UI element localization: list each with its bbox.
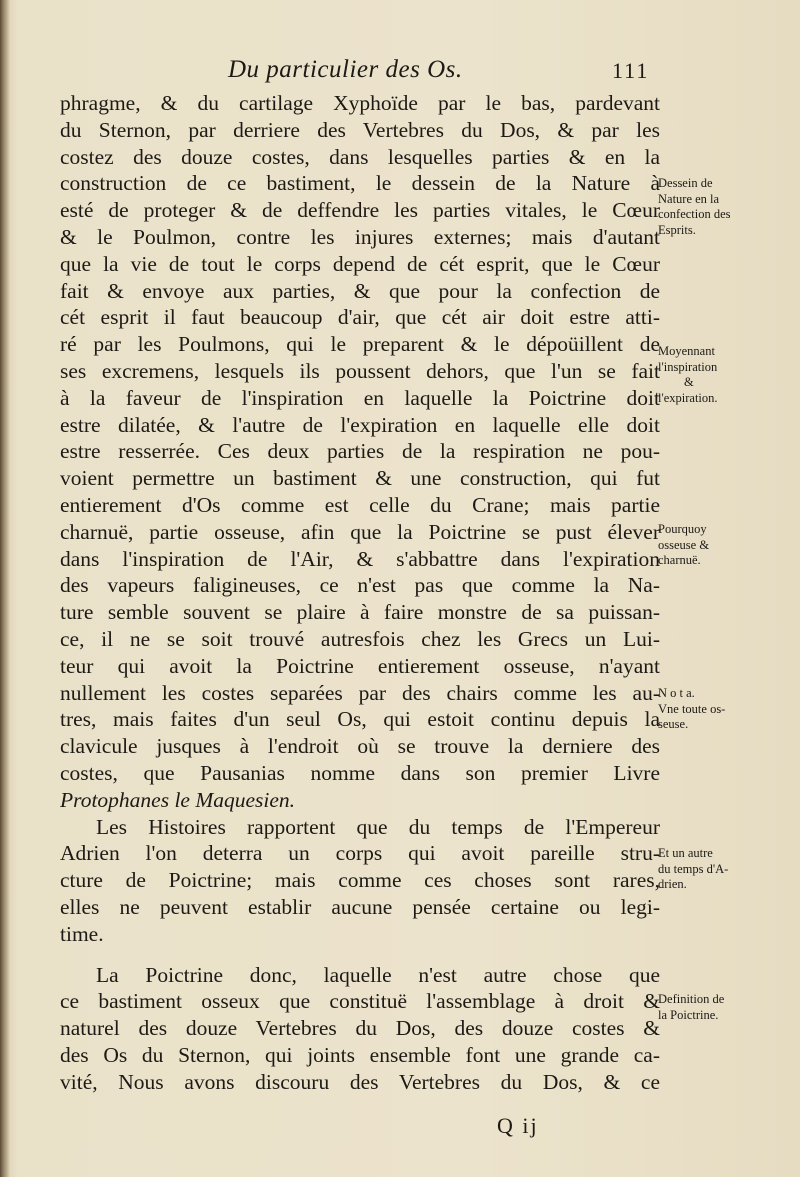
page-number: 111	[612, 58, 650, 83]
margin-note-line: Definition de	[658, 992, 725, 1006]
margin-note-line: confection des	[658, 207, 731, 221]
margin-note-line: Moyennant	[658, 344, 715, 358]
text-line: estre dilatée, & l'autre de l'expiration en laquelle elle doit	[60, 412, 660, 437]
text-line: La Poictrine donc, laquelle n'est autre chose que	[96, 962, 660, 987]
text-line: des Os du Sternon, qui joints ensemble font une grande ca-	[60, 1042, 660, 1067]
text-line: nullement les costes separées par des chairs comme les au-	[60, 680, 660, 705]
margin-note-line: seuse.	[658, 717, 689, 731]
text-line: clavicule jusques à l'endroit où se trouve la derniere des	[60, 734, 660, 759]
text-line: dans l'inspiration de l'Air, & s'abbattre dans l'expiration	[60, 546, 660, 571]
margin-note-line: &	[684, 375, 694, 389]
text-line: entierement d'Os comme est celle du Crane; mais partie	[60, 492, 660, 517]
text-line: elles ne peuvent establir aucune pensée certaine ou legi-	[60, 894, 660, 919]
text-line: teur qui avoit la Poictrine entierement osseuse, n'ayant	[60, 653, 660, 678]
text-line: Les Histoires rapportent que du temps de l'Empereur	[96, 814, 660, 839]
margin-note-line: du temps d'A-	[658, 861, 729, 876]
margin-note-line: l'expiration.	[658, 390, 718, 405]
margin-note	[658, 176, 798, 238]
text-line: costez des douze costes, dans lesquelles parties & en la	[60, 144, 660, 169]
text-line: Adrien l'on deterra un corps qui avoit pareille stru-	[60, 841, 660, 866]
text-line: fait & envoye aux parties, & que pour la confection de	[60, 278, 660, 303]
margin-note-line: Et un autre	[658, 846, 713, 860]
margin-note	[658, 522, 798, 569]
text-line: à la faveur de l'inspiration en laquelle la Poictrine doit	[60, 385, 660, 410]
margin-note-line: osseuse &	[658, 537, 710, 552]
text-line: tres, mais faites d'un seul Os, qui estoit continu depuis la	[60, 707, 660, 732]
text-line: voient permettre un bastiment & une construction, qui fut	[60, 466, 660, 491]
text-line: ce bastiment osseux que constituë l'assemblage à droit &	[60, 989, 660, 1014]
margin-note-line: Pourquoy	[658, 522, 707, 536]
text-line: costes, que Pausanias nomme dans son premier Livre	[60, 760, 660, 785]
text-line: cture de Poictrine; mais comme ces choses sont rares,	[60, 868, 660, 893]
text-line: naturel des douze Vertebres du Dos, des douze costes &	[60, 1016, 660, 1041]
text-line: que la vie de tout le corps depend de cét esprit, que le Cœur	[60, 251, 660, 276]
text-line: esté de proteger & de deffendre les parties vitales, le Cœur	[60, 198, 660, 223]
margin-note-line: l'inspiration	[658, 359, 718, 374]
margin-note	[658, 992, 798, 1023]
margin-note-line: Dessein de	[658, 176, 713, 190]
text-line: estre resserrée. Ces deux parties de la respiration ne pou-	[60, 439, 660, 464]
margin-note-line: la Poictrine.	[658, 1007, 719, 1022]
signature-mark: Q ij	[497, 1113, 539, 1138]
text-line: cét esprit il faut beaucoup d'air, que cét air doit estre atti-	[60, 305, 660, 330]
text-line: des vapeurs faligineuses, ce n'est pas que comme la Na-	[60, 573, 660, 598]
main-text-block	[60, 90, 660, 1095]
margin-note	[658, 344, 798, 406]
margin-note-line: Esprits.	[658, 222, 696, 237]
text-line: phragme, & du cartilage Xyphoïde par le bas, pardevant	[60, 91, 660, 115]
text-line: ses excremens, lesquels ils poussent dehors, que l'un se fait	[60, 358, 660, 383]
text-line: & le Poulmon, contre les injures externes; mais d'autant	[60, 224, 660, 249]
margin-note	[658, 846, 798, 893]
text-line: charnuë, partie osseuse, afin que la Poictrine se pust élever	[60, 519, 660, 544]
paragraph-gap	[60, 948, 660, 962]
text-line: du Sternon, par derriere des Vertebres du Dos, & par les	[60, 117, 660, 142]
text-line: ture semble souvent se plaire à faire monstre de sa puissan-	[60, 600, 660, 625]
margin-note-line: Nature en la	[658, 191, 720, 206]
margin-note-line: Vne toute os-	[658, 701, 726, 716]
text-line: Protophanes le Maquesien.	[60, 787, 296, 812]
text-line: ré par les Poulmons, qui le preparent & le dépoüillent de	[60, 332, 660, 357]
text-line: vité, Nous avons discouru des Vertebres du Dos, & ce	[60, 1069, 660, 1094]
text-line: ce, il ne se soit trouvé autresfois chez les Grecs un Lui-	[60, 626, 660, 651]
running-title: Du particulier des Os.	[228, 56, 463, 83]
page-binding-edge	[0, 0, 10, 1177]
text-line: construction de ce bastiment, le dessein de la Nature à	[60, 171, 660, 196]
margin-note	[658, 686, 798, 733]
margin-note-line: drien.	[658, 877, 687, 891]
margin-note-line: charnuë.	[658, 553, 701, 567]
margin-note-line: N o t a.	[658, 686, 695, 700]
text-line: time.	[60, 921, 104, 946]
